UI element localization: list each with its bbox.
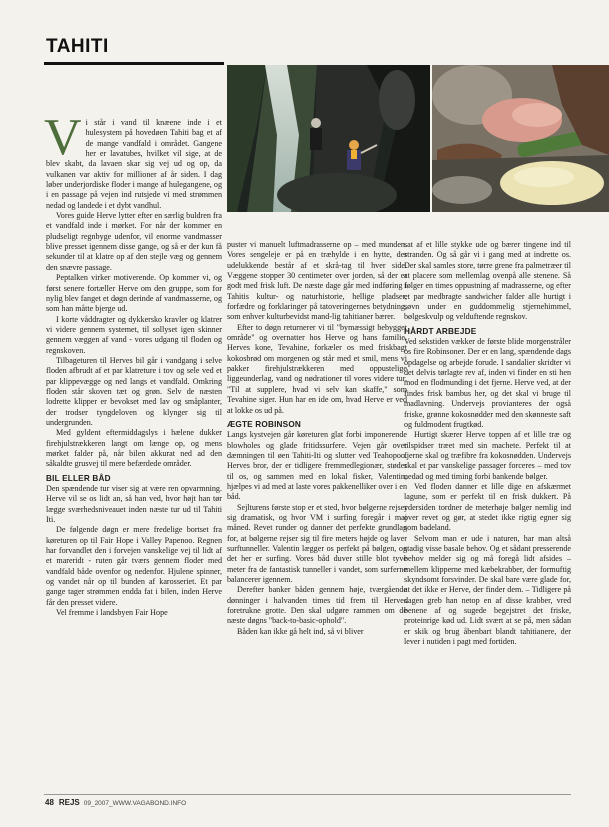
footer-divider [44,794,571,795]
paragraph: Selvom man er ude i naturen, har man altså stadig visse basale behov. Og et sådant presserende behov melder sig og må foregå lidt afsides – mellem klipperne med kæbekrabber, der formuftig skyndsomt forsvinder. De skal bare være glade for, at det ikke er Herve, der finder dem. – Tidligere på dagen greb han netop en af disse krabber, vred benene af og sugede begejstret det friske, proteinrige kød ud. Lidt svært at se på, men sådan er skik og brug åbenbart blandt tahitianere, der lever i nutiden i pagt med fortiden. [404,533,571,647]
page-title: TAHITI [46,36,109,57]
title-underline [44,62,224,65]
paragraph: I korte våddragter og dykkersko kravler og klatrer vi videre gennem systemet, til sollyset igen skinner gennem væggen af vand - vores udgang til floden og regnskoven. [46,314,222,355]
paragraph: Tilbageturen til Herves bil går i vandgang i selve floden afbrudt af et par klatreture i tov og sele ved et par klippevægge og ned langs et vandfald. Omkring floden står skoven tæt og grøn. Selv de næsten lodrette klipper er bevokset med lav og småplanter, der trodser tyngdeloven og klynger sig til undergrunden. [46,355,222,427]
article-column-3 [404,240,571,647]
food-preparation-photo [432,65,609,212]
section-heading: HÅRDT ARBEJDE [404,326,477,336]
section-heading: BIL ELLER BÅD [46,473,111,483]
paragraph: sat af et lille stykke ude og bærer tingene ind til stranden. Og så går vi i gang med at indrette os. Der skal samles store, tørre grene fra palmetræer til at placere som mellemlag ovenpå alle stenene. Så følger en times oppustning af madrasserne, og efter et par medbragte sandwicher falder alle hurtigt i søvn under en guddommelig stjernehimmel, bølgeskvulp og velduftende regnskov. [404,240,571,322]
paragraph: De følgende døgn er mere fredelige bortset fra køreturen op til Fair Hope i Valley Papenoo. Regnen har forvandlet den i forvejen vanskelige vej til lidt af et mareridt - ruten går tværs gennem floder med vandfald både ovenfor og nedenfor. Hjulene spinner, og vandet når op til bunden af karosseriet. Et par gange tager strømmen endda fat i bilen, inden Herve får den presset videre. [46,525,222,607]
drop-cap: V [44,109,82,166]
paragraph: Vores guide Herve lytter efter en særlig buldren fra et vandfald inde i mørket. For når der kommer en pludseligt regnbyge udenfor, vil enorme vandmasser blive presset igennem disse gange, og så er der kun få sekunder til at klatre op af den stejle væg og gennem den snævre passage. [46,211,222,272]
food-illustration [432,65,609,212]
paragraph: puster vi manuelt luftmadrasserne op – med munden. Vores sengeleje er på en træhylde i en hytte, der udelukkende består af et skrå-tag til hver side. Væggene stopper 30 centimeter over jorden, så der er godt med frisk luft. De næste dage går med indføring i Tahitis kultur- og naturhistorie, hellige pladser, forfædre og forklaringer på tatoveringernes betydning, som enhver kulturbevidst mand-lig tahitianer bærer. [227,240,407,322]
paragraph: Vel fremme i landsbyen Fair Hope [56,608,168,618]
paragraph: Ved sekstiden vækker de første blide morgenstråler os fire Robinsoner. Der er en lang, spændende dags opdagelse og arbejde forude. I sandalier skridter vi det delvis tørlagte rev af, inden vi finder en sti hen mod en flodmunding i det fjerne. Herve ved, at der findes frisk bambus her, og det skal vi bruge til madlavning. Undervejs provianteres der også friske, grønne kokosnødder med den skønneste saft og fuldmodent frugtkød. [404,337,571,429]
paragraph: Båden kan ikke gå helt ind, så vi bliver [237,626,364,636]
paragraph: Ved floden danner et lille dige en afskærmet lagune, som er perfekt til en frisk dukkert. På ydersiden tordner de meterhøje bølger nemlig ind over revet og gør, at stedet ikke rigtig egner sig som badeland. [404,481,571,533]
article-column-1 [44,109,222,619]
page-number: 48 [45,798,54,807]
paragraph: Langs kystvejen går køreturen glat forbi imponerende blowholes og glade fritidssurfere. Vejen går over dæmningen til øen Tahiti-Iti og slutter ved Teahopoo. Herves bror, der er tidligere fremmedlegionær, støder til os, og sammen med en lokal fisker, Valentin, hjælpes vi ad med at laste vores pakkenelliker over i en båd. [227,430,407,502]
magazine-name: REJS [58,798,80,807]
paragraph: Sejlturens første stop er et sted, hvor bølgerne rejser sig dramatisk, og hvor VM i surfing foregår i maj måned. Revet runder og danner det perfekte grundlag for, at bølgerne rejser sig til fire meters højde og laver surftunneller. Valentin lægger os perfekt på bølgen, og det her er surfing. Vores båd duver stille blot tyve meter fra de fantastisk tunneller i vandet, som surferne balancerer igennem. [227,502,407,584]
section-heading: ÆGTE ROBINSON [227,419,302,429]
paragraph: Derefter banker båden gennem høje, tværgående dønninger i halvanden times tid frem til Herves foretrukne grotte. Den skal udgøre rammen om de næste døgns "back-to-basic-ophold". [227,585,407,626]
paragraph: Med gyldent eftermiddagslys i hælene dukker firehjulstrækkeren langt om længe op, og mens mørket falder på, når bilen akkurat ned ad den såkaldte grusvej til mere befærdede områder. [46,428,222,469]
waterfall-cave-photo [227,65,430,212]
paragraph: Efter to døgn returnerer vi til "bymæssigt bebygget område" og overnatter hos Herve og hans familie. Herves kone, Tevahine, forkæler os med friskbagt kokosbrød om morgenen og står med et smil, mens vi pakker firehjulstrækkeren med oppustelige liggeunderlag, vand og nødrationer til vores videre tur. "Til at supplere, hvad vi selv kan skaffe," som Tevahine siger. Hun har en ide om, hvad Herve er ved at lokke os ud på. [227,322,407,415]
paragraph: Den spændende tur viser sig at være ren opvarmning. Herve vil se os lidt an, så han ved, hvor højt han tør lægge sværhedsniveauet inden næste tur ud til Tahiti Iti. [46,484,222,525]
paragraph [44,109,222,211]
paragraph: Hurtigt skærer Herve toppen af et lille træ og tilspidser træet med sin machete. Perfekt til at fjerne skal og træfibre fra kokosnødden. Undervejs skal et par vanskelige passager forceres – med tov nedad og med timing forbi bankende bølger. [404,430,571,481]
paragraph: Peptalken virker motiverende. Op kommer vi, og først senere fortæller Herve om den gruppe, som for nylig blev fanget et døgn derinde af vandmasserne, og som han måtte bjerge ud. [46,273,222,314]
page-footer [45,798,186,807]
paragraph-text: i står i vand til knæene inde i et hulesystem på hovedøen Tahiti bag et af de mange vandfald i området. Gangene her er lavatubes, hvilket vil sige, at de blev skabt, da lavaen skar sig vej ud og op, da vulkanen var aktiv for millioner af år siden. I dag løber underjordiske floder i mange af hulegangene, og i en passage på vejen ind rutsjede vi med strømmen nedad og landede i et dybt vandhul. [46,118,222,210]
issue-info: 09_2007_WWW.VAGABOND.INFO [83,800,187,807]
article-column-2 [227,240,407,637]
waterfall-illustration [227,65,430,212]
